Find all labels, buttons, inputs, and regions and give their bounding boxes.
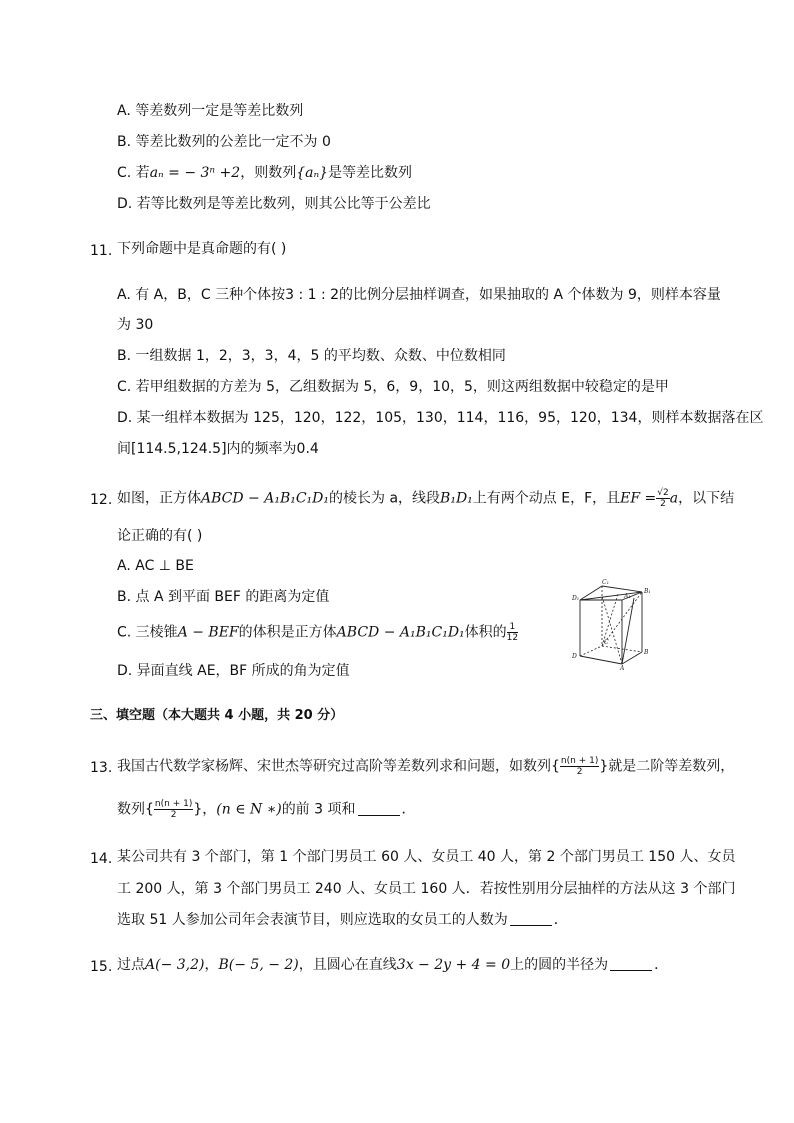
q15-line	[117, 955, 668, 975]
label-d1: D₁	[572, 595, 580, 602]
q11-option-d-line1: D. 某一组样本数据为 125，120，122，105，130，114，116，95，120，134，则样本数据落在区	[117, 410, 764, 426]
q13-frac2-den: 2	[170, 810, 177, 820]
q12-c-fraction	[507, 622, 518, 643]
q11-option-a-line2: 为 30	[117, 317, 154, 333]
label-d: D	[572, 653, 577, 660]
q12-stem-d: ，以下结	[678, 490, 735, 507]
q12-ef-fraction	[656, 488, 669, 509]
q14-end: ．	[553, 912, 568, 928]
q10-c-mid: ，则数列	[240, 165, 297, 181]
q10-c-formula: aₙ = − 3ⁿ +2	[149, 165, 241, 181]
q13-answer-blank[interactable]	[358, 801, 400, 816]
q13-number: 13.	[90, 760, 113, 776]
q12-c-den: 12	[506, 633, 519, 643]
q15-point-a: A(− 3,2)	[145, 957, 205, 973]
q14-answer-blank[interactable]	[510, 911, 552, 926]
q11-option-d-line2: 间[114.5,124.5]内的频率为0.4	[117, 441, 319, 457]
cube-figure	[572, 578, 652, 670]
q13-end: ．	[401, 801, 416, 818]
q12-ef: EF =	[620, 490, 657, 507]
q10-option-c	[117, 163, 412, 183]
q12-stem-c: 上有两个动点 E，F，且	[472, 490, 621, 507]
q10-option-b: B. 等差比数列的公差比一定不为 0	[117, 134, 331, 150]
label-c: C	[604, 639, 609, 646]
q11-stem: 下列命题中是真命题的有( )	[117, 241, 287, 257]
q13-frac2-num: n(n + 1)	[154, 799, 193, 809]
q15-pre: 过点	[117, 957, 145, 973]
q12-cube-name: ABCD − A₁B₁C₁D₁	[201, 490, 330, 507]
label-b1: B₁	[644, 588, 651, 595]
q15-number: 15.	[90, 959, 113, 975]
q12-option-a: A. AC ⊥ BE	[117, 558, 194, 574]
q13-condition: (n ∈ N ∗)	[216, 801, 282, 818]
q15-mid1: ，	[204, 957, 219, 973]
q10-c-seq: {aₙ}	[296, 165, 329, 181]
q14-line2: 工 200 人，第 3 个部门男员工 240 人、女员工 160 人．若按性别用分层抽样的方法从这 3 个部门	[117, 881, 736, 897]
label-a: A	[620, 665, 625, 670]
q13-line2-post: 的前 3 项和	[281, 801, 356, 818]
q15-answer-blank[interactable]	[610, 956, 652, 971]
q12-c-cube: ABCD − A₁B₁C₁D₁	[336, 624, 465, 641]
q13-line2-pre: 数列	[117, 801, 145, 818]
q13-line1: 我国古代数学家杨辉、宋世杰等研究过高阶等差数列求和问题，如数列{ $\frac{n(n + 1)}{2}$ }就是二阶等差数列，	[117, 756, 735, 777]
q12-c-mid: 的体积是正方体	[238, 624, 337, 641]
q15-post: 上的圆的半径为	[510, 957, 609, 973]
q12-stem-b: 的棱长为 a，线段	[329, 490, 441, 507]
q12-option-d: D. 异面直线 AE，BF 所成的角为定值	[117, 663, 350, 679]
q14-line3	[117, 910, 568, 930]
q12-stem-line1	[117, 488, 734, 509]
q13-line1-post: 就是二阶等差数列，	[608, 758, 735, 775]
q15-mid2: ，且圆心在直线	[298, 957, 397, 973]
q12-option-b: B. 点 A 到平面 BEF 的距离为定值	[117, 589, 330, 605]
label-b: B	[644, 649, 649, 656]
q11-number: 11.	[90, 243, 113, 259]
q12-stem-line2: 论正确的有( )	[117, 528, 203, 544]
section-header: 三、填空题（本大题共 4 小题，共 20 分）	[90, 708, 344, 723]
q15-point-b: B(− 5, − 2)	[218, 957, 299, 973]
q12-ef-a: a	[669, 490, 679, 507]
q11-option-a-line1: A. 有 A，B，C 三种个体按3 : 1 : 2的比例分层抽样调查，如果抽取的 A 个体数为 9，则样本容量	[117, 287, 721, 303]
q13-line2: 数列{ $\frac{n(n + 1)}{2}$ }，(n ∈ N ∗)的前 3 项和 ．	[117, 799, 416, 820]
q14-line3-text: 选取 51 人参加公司年会表演节目，则应选取的女员工的人数为	[117, 912, 508, 928]
q10-option-d: D. 若等比数列是等差比数列，则其公比等于公差比	[117, 196, 431, 212]
q10-c-prefix: C. 若	[117, 165, 150, 181]
q12-ef-den: 2	[660, 499, 666, 509]
q12-c-suffix: 体积的	[464, 624, 507, 641]
q13-line2-mid: ，	[202, 801, 217, 818]
q13-frac1-num: n(n + 1)	[560, 756, 599, 766]
q12-stem-a: 如图，正方体	[117, 490, 201, 507]
q14-number: 14.	[90, 851, 113, 867]
q15-line-equation: 3x − 2y + 4 = 0	[396, 957, 511, 973]
q15-end: ．	[654, 957, 669, 973]
q12-c-tetrahedron: A − BEF	[177, 624, 239, 641]
q11-option-b: B. 一组数据 1，2，3，3，4，5 的平均数、众数、中位数相同	[117, 348, 506, 364]
q12-number: 12.	[90, 492, 113, 508]
q14-line1: 某公司共有 3 个部门，第 1 个部门男员工 60 人、女员工 40 人，第 2 个部门男员工 150 人、女员	[117, 849, 736, 865]
label-a1: A₁	[624, 593, 631, 600]
q10-c-suffix: 是等差比数列	[328, 165, 413, 181]
q13-line1-pre: 我国古代数学家杨辉、宋世杰等研究过高阶等差数列求和问题，如数列	[117, 758, 551, 775]
q13-frac1-den: 2	[576, 767, 583, 777]
q13-fraction-2	[154, 799, 193, 820]
q13-fraction-1	[560, 756, 599, 777]
q12-segment: B₁D₁	[440, 490, 473, 507]
q12-option-c	[117, 622, 518, 643]
q11-option-c: C. 若甲组数据的方差为 5，乙组数据为 5，6，9，10，5，则这两组数据中较稳定的是甲	[117, 379, 669, 395]
q10-option-a: A. 等差数列一定是等差比数列	[117, 103, 304, 119]
q12-ef-num: √2	[657, 488, 669, 498]
label-c1: C₁	[602, 579, 609, 586]
q12-c-prefix: C. 三棱锥	[117, 624, 178, 641]
q12-c-num: 1	[507, 622, 518, 633]
